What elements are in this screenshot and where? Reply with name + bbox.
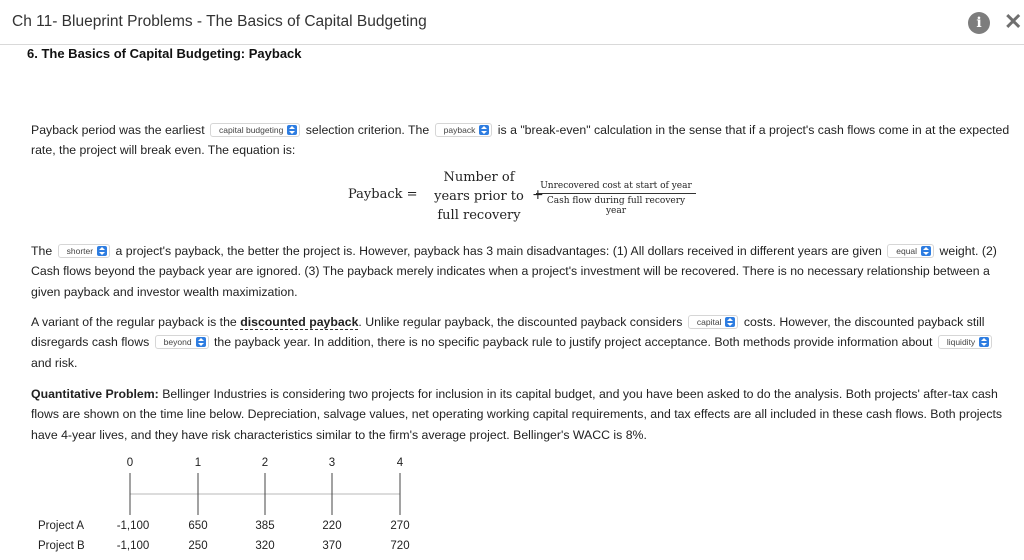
close-icon[interactable]: ✕: [1004, 9, 1023, 34]
timeline-year-2: 2: [261, 457, 269, 469]
equation-fraction: [536, 181, 696, 216]
project-a-label: Project A: [38, 520, 85, 532]
equation-numerator: Unrecovered cost at start of year: [536, 181, 696, 194]
dropdown-arrows-icon: [979, 337, 989, 347]
quantitative-problem-label: Quantitative Problem:: [31, 387, 159, 401]
dropdown-arrows-icon: [287, 125, 297, 135]
project-a-cf-2: 385: [255, 520, 275, 532]
dropdown-arrows-icon: [196, 337, 206, 347]
dropdown-payback[interactable]: payback: [435, 123, 493, 137]
dropdown-arrows-icon: [725, 317, 735, 327]
equation-years-term: Number of years prior to full recovery: [434, 170, 524, 223]
dropdown-liquidity[interactable]: liquidity: [938, 335, 992, 349]
equation-lhs: Payback =: [348, 187, 418, 202]
timeline-year-4: 4: [396, 457, 404, 469]
project-b-cf-4: 720: [390, 540, 410, 552]
paragraph-payback-disadvantages: The shorter a project's payback, the better the project is. However, payback has 3 main disadvantages: (1) All dollars received in different years are given equal weight. (2) Cash flows beyond the payback year are ignored. (3) The payback merely indicates when a project's investment will be recovered. There is no necessary relationship between a given payback and investor wealth maximization.: [31, 244, 997, 299]
dropdown-capital-budgeting[interactable]: capital budgeting: [210, 123, 300, 137]
dropdown-equal[interactable]: equal: [887, 244, 934, 258]
project-b-cf-3: 370: [322, 540, 342, 552]
timeline-year-0: 0: [126, 457, 134, 469]
dropdown-arrows-icon: [921, 246, 931, 256]
dropdown-shorter[interactable]: shorter: [58, 244, 110, 258]
project-a-cf-0: -1,100: [116, 520, 150, 532]
equation-denominator: Cash flow during full recovery year: [546, 196, 686, 216]
project-a-cf-3: 220: [322, 520, 342, 532]
window-header: [0, 0, 1024, 45]
timeline-year-3: 3: [328, 457, 336, 469]
project-a-cf-1: 650: [188, 520, 208, 532]
project-a-cf-4: 270: [390, 520, 410, 532]
project-b-label: Project B: [38, 540, 85, 552]
equation-plus: +: [532, 187, 544, 203]
paragraph-discounted-payback: A variant of the regular payback is the discounted payback. Unlike regular payback, the discounted payback considers capital costs. However, the discounted payback still disregards cash flows beyond the payback year. In addition, there is no specific payback rule to justify project acceptance. Both methods provide information about liquidity and risk.: [31, 312, 1017, 373]
timeline-year-1: 1: [194, 457, 202, 469]
dropdown-capital[interactable]: capital: [688, 315, 739, 329]
info-icon[interactable]: i: [968, 12, 990, 34]
project-b-cf-0: -1,100: [116, 540, 150, 552]
dropdown-arrows-icon: [479, 125, 489, 135]
question-title: 6. The Basics of Capital Budgeting: Payback: [27, 46, 302, 61]
project-b-cf-1: 250: [188, 540, 208, 552]
term-discounted-payback[interactable]: discounted payback: [240, 315, 359, 329]
paragraph-quantitative-problem: Quantitative Problem: Bellinger Industries is considering two projects for inclusion in its capital budget, and you have been asked to do the analysis. Both projects' after-tax cash flows are shown on the time line below. Depreciation, salvage values, net operating working capital requirements, and tax effects are all included in these cash flows. Both projects have 4-year lives, and they have risk characteristics similar to the firm's average project. Bellinger's WACC is 8%.: [31, 387, 1003, 442]
project-b-cf-2: 320: [255, 540, 275, 552]
window-title: Ch 11- Blueprint Problems - The Basics of Capital Budgeting: [12, 13, 427, 30]
dropdown-beyond[interactable]: beyond: [155, 335, 209, 349]
dropdown-arrows-icon: [97, 246, 107, 256]
paragraph-payback-intro: Payback period was the earliest capital budgeting selection criterion. The payback is a "break-even" calculation in the sense that if a project's cash flows come in at the expected rate, the project will break even. The equation is:: [31, 123, 1010, 158]
payback-equation: [348, 168, 708, 228]
